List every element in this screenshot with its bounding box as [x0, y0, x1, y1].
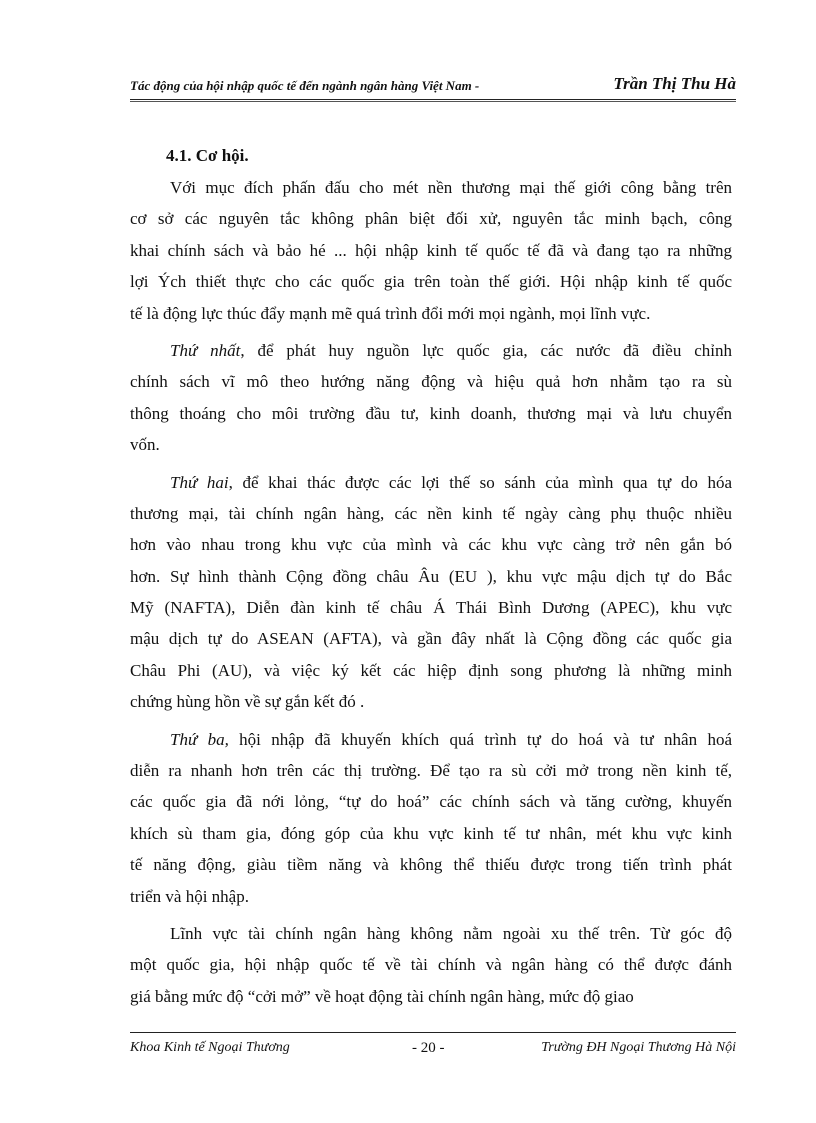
text-line: chứng hùng hồn về sự gắn kết đó . — [130, 692, 365, 712]
header-author: Trần Thị Thu Hà — [613, 74, 736, 93]
text-line: giá bằng mức độ “cởi mở” về hoạt động tài chính ngân hàng, mức độ giao — [130, 986, 634, 1006]
page-number: - 20 - — [412, 1040, 445, 1056]
header-rule-thin — [130, 101, 736, 102]
text-line: tế là động lực thúc đẩy mạnh mẽ quá trình đổi mới mọi ngành, mọi lĩnh vực. — [130, 303, 651, 323]
paragraph-intro — [130, 172, 732, 329]
page-body — [130, 140, 732, 1012]
paragraph-third — [130, 724, 732, 912]
text-line: vốn. — [130, 435, 160, 455]
footer-rule — [130, 1032, 736, 1033]
text-line — [130, 724, 732, 755]
text-line: hơn vào nhau trong khu vực của mình và các khu vực càng trở nên gắn bó — [130, 535, 732, 555]
text-line: lợi Ých thiết thực cho các quốc gia trên toàn thế giới. Hội nhập kinh tế quốc — [130, 272, 732, 292]
text-line: mậu dịch tự do ASEAN (AFTA), và gần đây nhất là Cộng đồng các quốc gia — [130, 629, 732, 649]
text-line: triển và hội nhập. — [130, 886, 249, 906]
lead-phrase: Thứ hai — [170, 472, 229, 492]
footer-university: Trường ĐH Ngoại Thương Hà Nội — [541, 1040, 736, 1055]
footer-faculty: Khoa Kinh tế Ngoại Thương — [130, 1040, 290, 1055]
text-line: chính sách vĩ mô theo hướng năng động và hiệu quả hơn nhằm tạo ra sù — [130, 372, 732, 392]
text-line: diễn ra nhanh hơn trên các thị trường. Để tạo ra sù cởi mở trong nền kinh tế, — [130, 761, 732, 781]
text-line: cơ sở các nguyên tắc không phân biệt đối xử, nguyên tắc minh bạch, công — [130, 209, 732, 229]
text-line: Với mục đích phấn đấu cho mét nền thương mại thế giới công bằng trên — [170, 178, 732, 197]
line-text: hội nhập đã khuyến khích quá trình tự do hoá và tư nhân hoá — [228, 729, 732, 749]
section-heading: 4.1. Cơ hội. — [166, 146, 249, 165]
text-line: tế năng động, giàu tiềm năng và không thể thiếu được trong tiến trình phát — [130, 855, 732, 875]
lead-phrase: Thứ nhất — [170, 340, 241, 360]
text-line: Mỹ (NAFTA), Diễn đàn kinh tế châu Á Thái Bình Dương (APEC), khu vực — [130, 598, 732, 618]
paragraph-second — [130, 467, 732, 718]
text-line: thương mại, tài chính ngân hàng, các nền kinh tế ngày càng phụ thuộc nhiều — [130, 503, 732, 523]
text-line: một quốc gia, hội nhập quốc tế về tài chính và ngân hàng có thể được đánh — [130, 955, 732, 975]
text-line: khích sù tham gia, đóng góp của khu vực kinh tế tư nhân, mét khu vực kinh — [130, 823, 732, 843]
page-header — [130, 74, 736, 96]
page-footer — [130, 1040, 736, 1062]
text-line: các quốc gia đã nới lỏng, “tự do hoá” các chính sách và tăng cường, khuyến — [130, 792, 732, 812]
text-line: thông thoáng cho môi trường đầu tư, kinh doanh, thương mại và lưu chuyển — [130, 403, 732, 423]
line-text: , để phát huy nguồn lực quốc gia, các nước đã điều chỉnh — [240, 340, 733, 360]
text-line: khai chính sách và bảo hé ... hội nhập kinh tế quốc tế đã và đang tạo ra những — [130, 240, 732, 260]
line-text: , để khai thác được các lợi thế so sánh của mình qua tự do hóa — [228, 472, 732, 492]
text-line: Châu Phi (AU), và việc ký kết các hiệp định song phương là những minh — [130, 660, 732, 680]
header-rule — [130, 99, 736, 100]
text-line — [130, 335, 732, 366]
text-line — [130, 467, 732, 498]
text-line: hơn. Sự hình thành Cộng đồng châu Âu (EU ), khu vực mậu dịch tự do Bắc — [130, 566, 732, 586]
text-line: Lĩnh vực tài chính ngân hàng không nằm ngoài xu thế trên. Từ góc độ — [170, 923, 732, 943]
lead-phrase: Thứ ba, — [170, 729, 229, 749]
paragraph-banking — [130, 918, 732, 1012]
paragraph-first — [130, 335, 732, 461]
header-document-title: Tác động của hội nhập quốc tế đến ngành ngân hàng Việt Nam - — [130, 78, 480, 93]
